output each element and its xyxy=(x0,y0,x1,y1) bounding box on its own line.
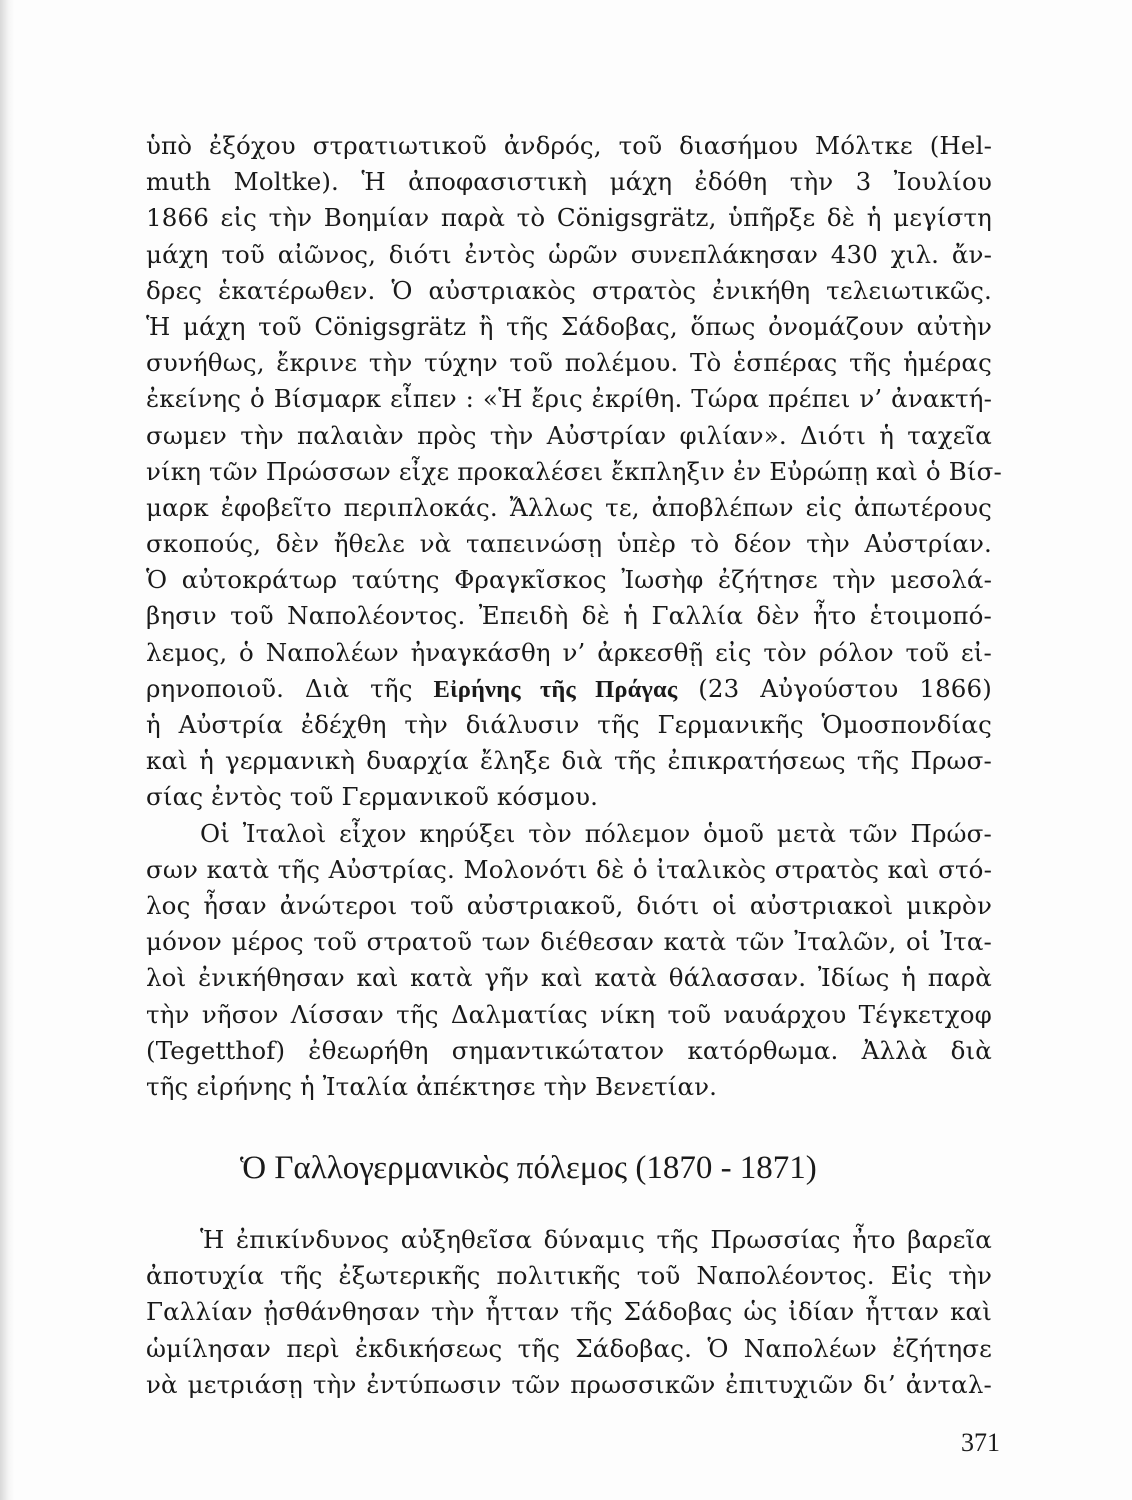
text-line: λεμος, ὁ Ναπολέων ἠναγκάσθη ν’ ἀρκεσθῇ εἰς τὸν ρόλον τοῦ εἰ- xyxy=(146,637,992,667)
text-line: Ὁ αὐτοκράτωρ ταύτης Φραγκῖσκος Ἰωσὴφ ἐζήτησε τὴν μεσολά- xyxy=(146,565,992,595)
main-text-bottom xyxy=(146,1222,992,1403)
text-line: 1866 εἰς τὴν Βοημίαν παρὰ τὸ Cönigsgrätz, ὑπῆρξε δὲ ἡ μεγίστη xyxy=(146,203,992,233)
text-line: muth Moltke). Ἡ ἀποφασιστικὴ μάχη ἐδόθη τὴν 3 Ἰουλίου xyxy=(146,167,992,197)
text-line: συνήθως, ἔκρινε τὴν τύχην τοῦ πολέμου. Τὸ ἑσπέρας τῆς ἡμέρας xyxy=(146,348,992,378)
text-line: νὰ μετριάσῃ τὴν ἐντύπωσιν τῶν πρωσσικῶν ἐπιτυχιῶν δι’ ἀνταλ- xyxy=(146,1369,992,1399)
text-line: δρες ἑκατέρωθεν. Ὁ αὐστριακὸς στρατὸς ἐνικήθη τελειωτικῶς. xyxy=(146,275,992,305)
text-line: τῆς εἰρήνης ἡ Ἰταλία ἀπέκτησε τὴν Βενετίαν. xyxy=(146,1071,718,1101)
text-line: λοὶ ἐνικήθησαν καὶ κατὰ γῆν καὶ κατὰ θάλασσαν. Ἰδίως ἡ παρὰ xyxy=(146,963,992,993)
text-line: μάχη τοῦ αἰῶνος, διότι ἐντὸς ὡρῶν συνεπλάκησαν 430 χιλ. ἄν- xyxy=(146,239,992,269)
text-line: τὴν νῆσον Λίσσαν τῆς Δαλματίας νίκη τοῦ ναυάρχου Τέγκετχοφ xyxy=(146,999,992,1029)
page-binding-edge xyxy=(0,0,14,1500)
text-line: βησιν τοῦ Ναπολέοντος. Ἐπειδὴ δὲ ἡ Γαλλία δὲν ἦτο ἑτοιμοπό- xyxy=(146,601,992,631)
text-line: σων κατὰ τῆς Αὐστρίας. Μολονότι δὲ ὁ ἰταλικὸς στρατὸς καὶ στό- xyxy=(146,854,992,884)
bold-phrase: Εἰρήνης τῆς Πράγας xyxy=(433,675,678,703)
text-line: Ἡ ἐπικίνδυνος αὐξηθεῖσα δύναμις τῆς Πρωσσίας ἦτο βαρεῖα xyxy=(200,1225,992,1254)
text-line: Οἱ Ἰταλοὶ εἶχον κηρύξει τὸν πόλεμον ὁμοῦ μετὰ τῶν Πρώσ- xyxy=(200,818,992,848)
section-heading: Ὁ Γαλλογερμανικὸς πόλεμος (1870 - 1871) xyxy=(240,1150,817,1186)
line-part: (23 Αὐγούστου 1866) xyxy=(677,673,992,703)
text-line: ὑπὸ ἐξόχου στρατιωτικοῦ ἀνδρός, τοῦ διασήμου Μόλτκε (Hel- xyxy=(146,131,992,160)
main-text-top xyxy=(146,128,1002,1105)
text-line: σίας ἐντὸς τοῦ Γερμανικοῦ κόσμου. xyxy=(146,782,599,812)
text-line: καὶ ἡ γερμανικὴ δυαρχία ἔληξε διὰ τῆς ἐπικρατήσεως τῆς Πρωσ- xyxy=(146,746,992,776)
text-line: ὡμίλησαν περὶ ἐκδικήσεως τῆς Σάδοβας. Ὁ Ναπολέων ἐζήτησε xyxy=(146,1333,992,1363)
text-line-with-bold xyxy=(146,671,992,707)
text-line: ἀποτυχία τῆς ἐξωτερικῆς πολιτικῆς τοῦ Ναπολέοντος. Εἰς τὴν xyxy=(146,1261,992,1291)
page-number: 371 xyxy=(961,1428,1000,1457)
text-line: σωμεν τὴν παλαιὰν πρὸς τὴν Αὐστρίαν φιλίαν». Διότι ἡ ταχεῖα xyxy=(146,420,992,450)
text-line: ἐκείνης ὁ Βίσμαρκ εἶπεν : «Ἡ ἔρις ἐκρίθη. Τώρα πρέπει ν’ ἀνακτή- xyxy=(146,384,992,414)
text-line: σκοπούς, δὲν ἤθελε νὰ ταπεινώσῃ ὑπὲρ τὸ δέον τὴν Αὐστρίαν. xyxy=(146,529,992,559)
text-line: μαρκ ἐφοβεῖτο περιπλοκάς. Ἄλλως τε, ἀποβλέπων εἰς ἀπωτέρους xyxy=(146,492,992,522)
text-line: λος ἦσαν ἀνώτεροι τοῦ αὐστριακοῦ, διότι οἱ αὐστριακοὶ μικρὸν xyxy=(146,890,992,920)
text-line: (Tegetthof) ἐθεωρήθη σημαντικώτατον κατόρθωμα. Ἀλλὰ διὰ xyxy=(146,1035,992,1065)
text-line: ἡ Αὐστρία ἐδέχθη τὴν διάλυσιν τῆς Γερμανικῆς Ὁμοσπονδίας xyxy=(146,710,992,739)
text-line: νίκη τῶν Πρώσσων εἶχε προκαλέσει ἔκπληξιν ἐν Εὐρώπῃ καὶ ὁ Βίσ- xyxy=(146,456,1002,486)
text-line: μόνον μέρος τοῦ στρατοῦ των διέθεσαν κατὰ τῶν Ἰταλῶν, οἱ Ἰτα- xyxy=(146,927,992,957)
text-line: Γαλλίαν ᾐσθάνθησαν τὴν ἧτταν τῆς Σάδοβας ὡς ἰδίαν ἧτταν καὶ xyxy=(146,1297,992,1327)
line-part: ρηνοποιοῦ. Διὰ τῆς xyxy=(146,673,434,703)
text-line: Ἡ μάχη τοῦ Cönigsgrätz ἢ τῆς Σάδοβας, ὅπως ὀνομάζουν αὐτὴν xyxy=(146,311,992,341)
